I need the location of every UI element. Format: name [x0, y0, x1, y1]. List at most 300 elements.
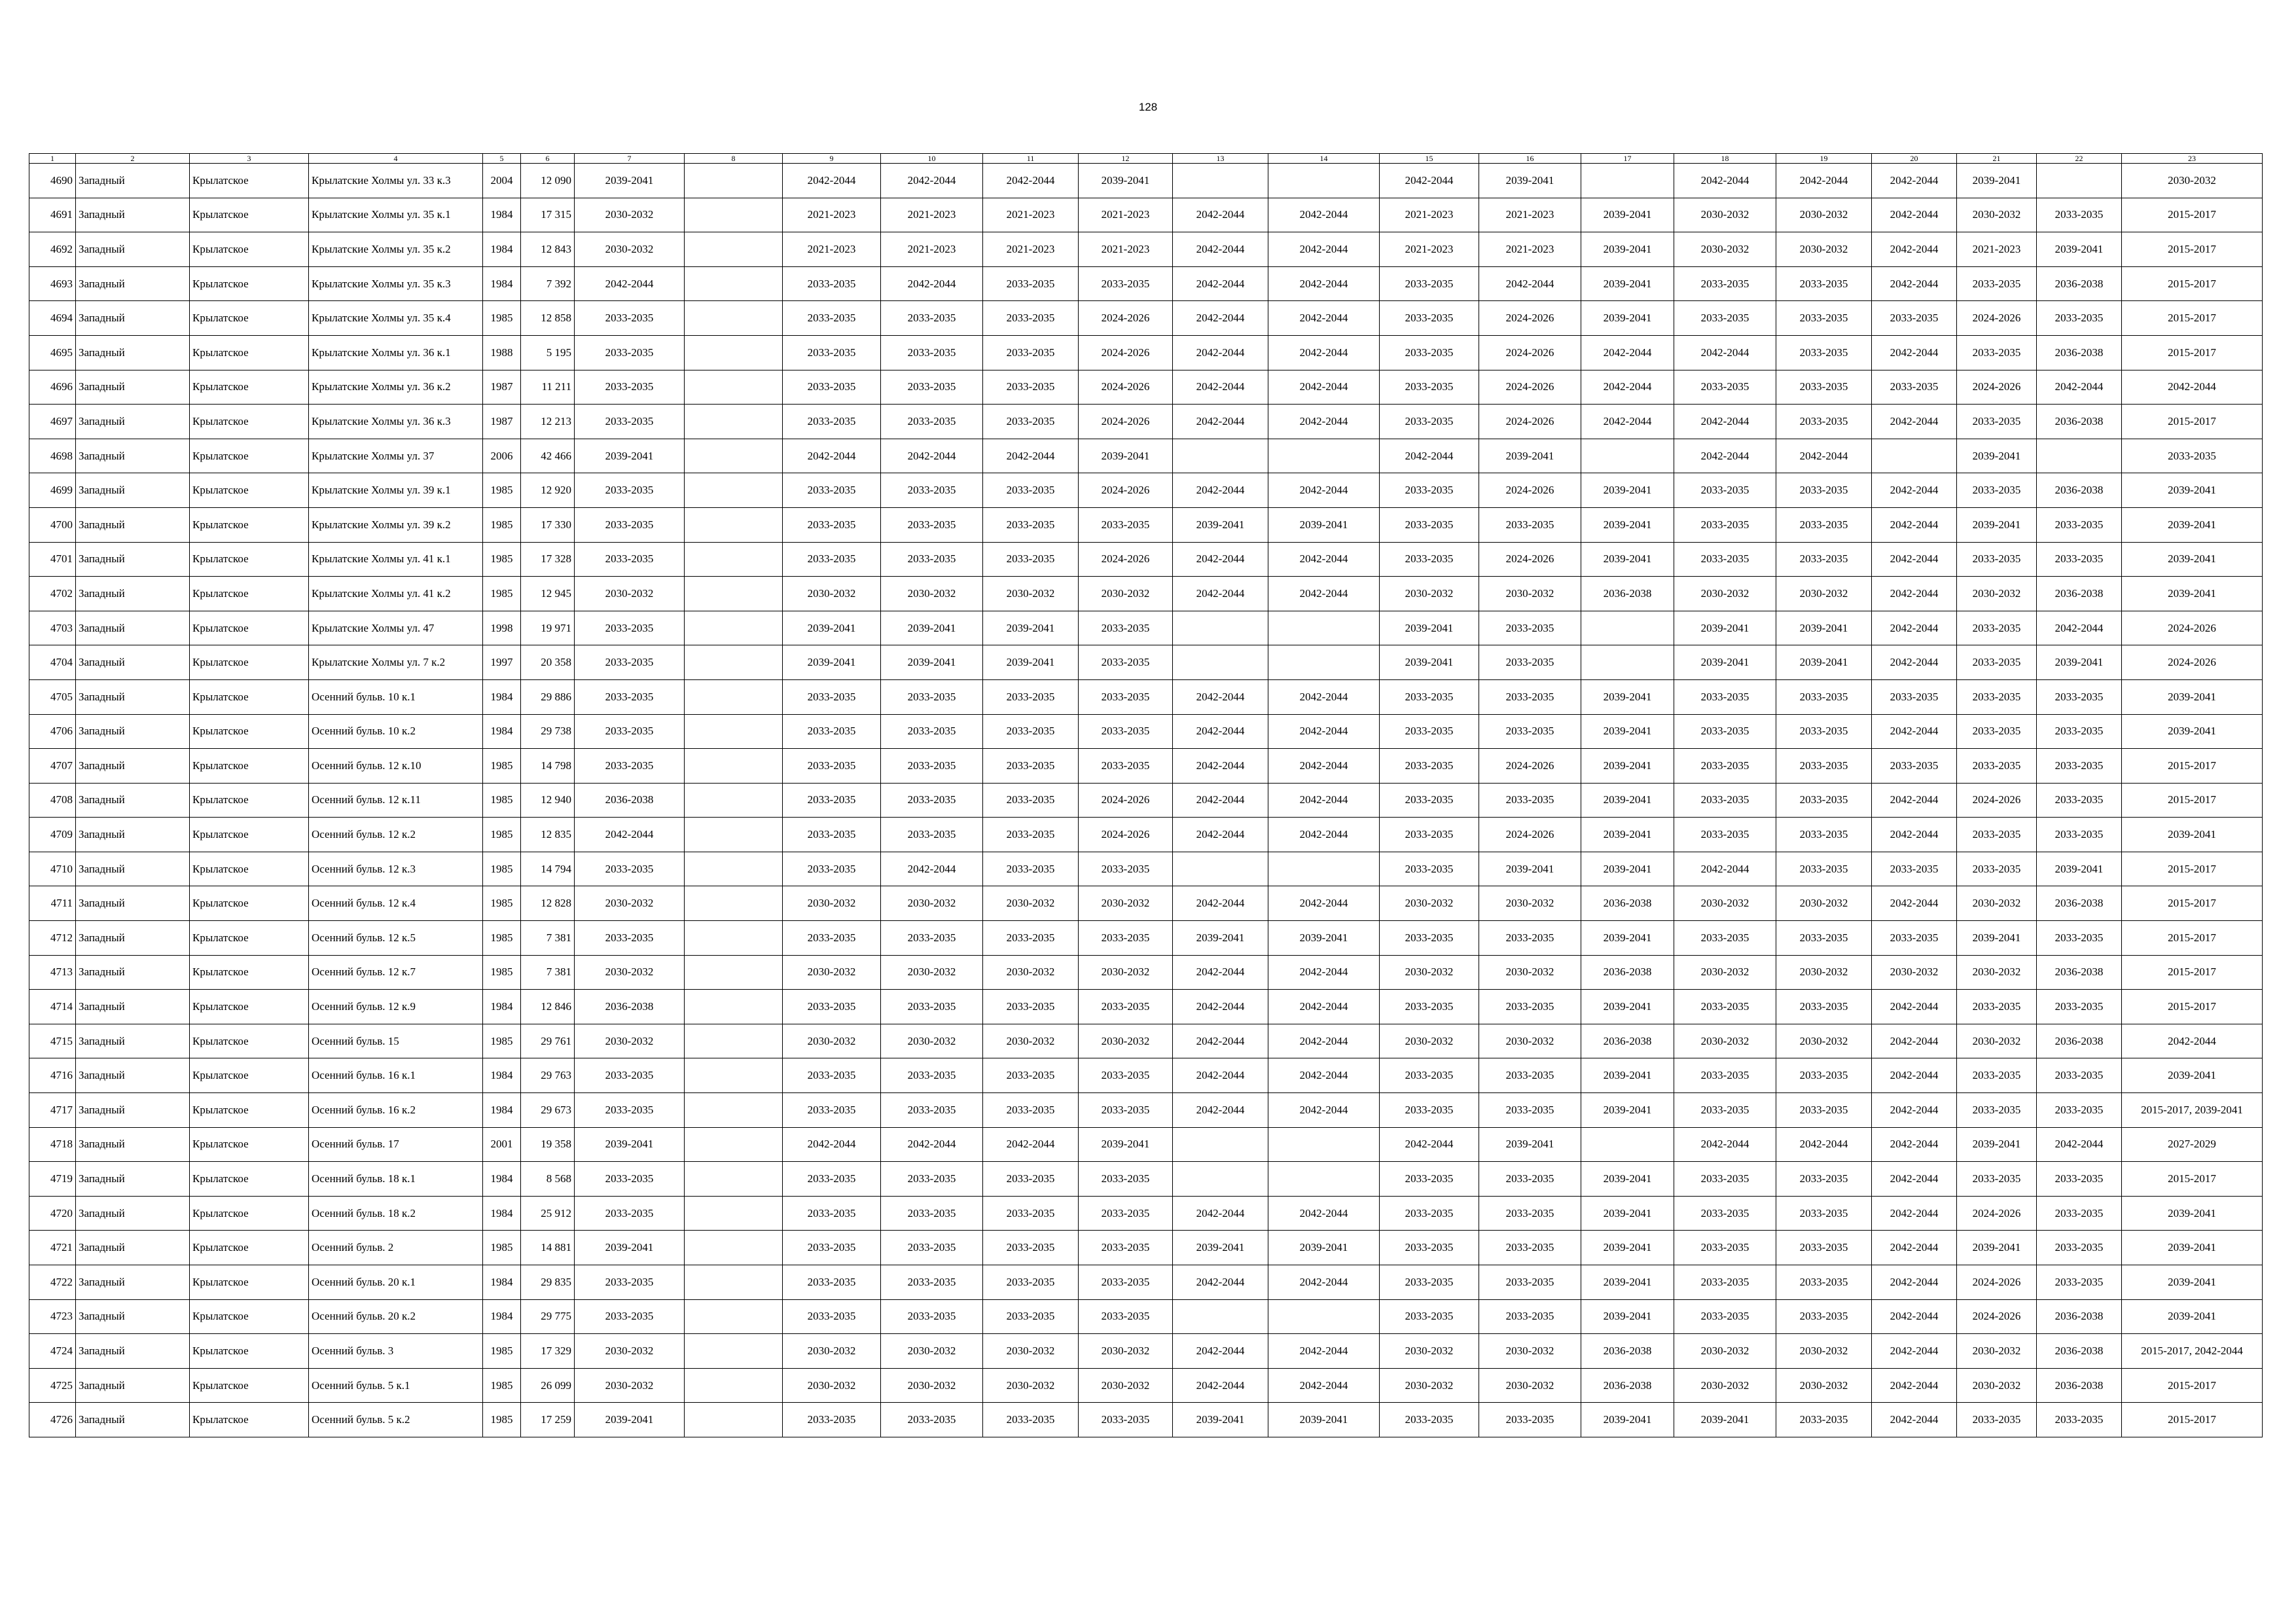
cell-col-13: [1173, 164, 1268, 198]
cell-col-11: 2033-2035: [983, 1265, 1079, 1300]
cell-col-14: 2042-2044: [1268, 990, 1380, 1024]
cell-col-23: 2015-2017: [2122, 990, 2263, 1024]
cell-col-7: 2030-2032: [575, 1368, 685, 1403]
cell-col-2: Западный: [76, 164, 190, 198]
cell-col-16: 2033-2035: [1479, 507, 1581, 542]
column-number-11: 11: [983, 154, 1079, 164]
table-row: [29, 1299, 2263, 1334]
cell-col-12: 2033-2035: [1079, 990, 1173, 1024]
cell-col-4: Осенний бульв. 12 к.7: [309, 955, 483, 990]
cell-col-23: 2015-2017: [2122, 852, 2263, 886]
cell-col-12: 2024-2026: [1079, 783, 1173, 818]
cell-col-12: 2021-2023: [1079, 198, 1173, 232]
cell-col-10: 2021-2023: [881, 198, 983, 232]
cell-col-2: Западный: [76, 1127, 190, 1162]
cell-col-16: 2042-2044: [1479, 266, 1581, 301]
cell-col-18: 2033-2035: [1674, 266, 1776, 301]
cell-col-2: Западный: [76, 335, 190, 370]
cell-col-18: 2033-2035: [1674, 1231, 1776, 1265]
cell-col-1: 4702: [29, 577, 76, 611]
cell-col-22: 2042-2044: [2037, 370, 2122, 405]
cell-col-21: 2030-2032: [1957, 955, 2037, 990]
cell-col-7: 2030-2032: [575, 1334, 685, 1369]
cell-col-11: 2033-2035: [983, 266, 1079, 301]
cell-col-6: 29 886: [521, 679, 575, 714]
cell-col-14: 2042-2044: [1268, 473, 1380, 508]
cell-col-18: 2030-2032: [1674, 1368, 1776, 1403]
cell-col-14: [1268, 1127, 1380, 1162]
cell-col-22: 2033-2035: [2037, 1196, 2122, 1231]
cell-col-5: 1987: [483, 405, 521, 439]
cell-col-8: [685, 818, 783, 852]
table-row: [29, 577, 2263, 611]
cell-col-6: 7 381: [521, 955, 575, 990]
cell-col-23: 2027-2029: [2122, 1127, 2263, 1162]
cell-col-22: 2036-2038: [2037, 266, 2122, 301]
cell-col-14: [1268, 439, 1380, 473]
cell-col-21: 2024-2026: [1957, 301, 2037, 336]
cell-col-1: 4721: [29, 1231, 76, 1265]
cell-col-15: 2030-2032: [1380, 577, 1479, 611]
cell-col-2: Западный: [76, 1093, 190, 1128]
cell-col-13: 2039-2041: [1173, 507, 1268, 542]
cell-col-18: 2030-2032: [1674, 577, 1776, 611]
cell-col-2: Западный: [76, 1024, 190, 1058]
cell-col-10: 2033-2035: [881, 1058, 983, 1093]
cell-col-13: 2042-2044: [1173, 370, 1268, 405]
cell-col-5: 2006: [483, 439, 521, 473]
table-row: [29, 1162, 2263, 1197]
cell-col-6: 12 940: [521, 783, 575, 818]
cell-col-23: 2015-2017: [2122, 886, 2263, 921]
cell-col-2: Западный: [76, 577, 190, 611]
cell-col-1: 4691: [29, 198, 76, 232]
cell-col-1: 4698: [29, 439, 76, 473]
cell-col-9: 2030-2032: [783, 1024, 881, 1058]
cell-col-13: [1173, 1299, 1268, 1334]
cell-col-22: [2037, 439, 2122, 473]
cell-col-23: 2039-2041: [2122, 818, 2263, 852]
cell-col-4: Осенний бульв. 12 к.9: [309, 990, 483, 1024]
cell-col-9: 2039-2041: [783, 645, 881, 680]
cell-col-13: 2042-2044: [1173, 542, 1268, 577]
cell-col-9: 2033-2035: [783, 1058, 881, 1093]
cell-col-14: 2039-2041: [1268, 1403, 1380, 1437]
cell-col-8: [685, 335, 783, 370]
column-number-15: 15: [1380, 154, 1479, 164]
cell-col-17: [1581, 611, 1674, 645]
cell-col-21: 2039-2041: [1957, 1231, 2037, 1265]
cell-col-20: [1872, 439, 1957, 473]
table-row: [29, 679, 2263, 714]
table-row: [29, 1403, 2263, 1437]
cell-col-5: 2004: [483, 164, 521, 198]
cell-col-13: 2042-2044: [1173, 990, 1268, 1024]
cell-col-19: 2033-2035: [1776, 818, 1872, 852]
cell-col-4: Осенний бульв. 10 к.1: [309, 679, 483, 714]
cell-col-3: Крылатское: [190, 507, 309, 542]
column-number-row: [29, 154, 2263, 164]
cell-col-10: 2033-2035: [881, 921, 983, 956]
cell-col-22: 2033-2035: [2037, 1058, 2122, 1093]
cell-col-18: 2033-2035: [1674, 507, 1776, 542]
cell-col-3: Крылатское: [190, 473, 309, 508]
cell-col-18: 2033-2035: [1674, 749, 1776, 784]
cell-col-6: 19 971: [521, 611, 575, 645]
cell-col-8: [685, 1265, 783, 1300]
cell-col-20: 2042-2044: [1872, 164, 1957, 198]
cell-col-16: 2030-2032: [1479, 577, 1581, 611]
cell-col-23: 2039-2041: [2122, 714, 2263, 749]
table-row: [29, 1334, 2263, 1369]
cell-col-10: 2033-2035: [881, 818, 983, 852]
cell-col-4: Осенний бульв. 16 к.2: [309, 1093, 483, 1128]
cell-col-7: 2033-2035: [575, 1265, 685, 1300]
cell-col-2: Западный: [76, 1231, 190, 1265]
cell-col-18: 2033-2035: [1674, 679, 1776, 714]
cell-col-8: [685, 611, 783, 645]
cell-col-23: 2015-2017: [2122, 266, 2263, 301]
cell-col-20: 2042-2044: [1872, 1162, 1957, 1197]
cell-col-19: 2033-2035: [1776, 852, 1872, 886]
table-row: [29, 164, 2263, 198]
cell-col-2: Западный: [76, 507, 190, 542]
cell-col-17: [1581, 164, 1674, 198]
cell-col-5: 1984: [483, 1299, 521, 1334]
cell-col-7: 2030-2032: [575, 232, 685, 267]
cell-col-23: 2015-2017: [2122, 749, 2263, 784]
cell-col-22: 2033-2035: [2037, 679, 2122, 714]
cell-col-17: [1581, 439, 1674, 473]
cell-col-4: Крылатские Холмы ул. 39 к.1: [309, 473, 483, 508]
cell-col-11: 2033-2035: [983, 301, 1079, 336]
table-row: [29, 714, 2263, 749]
cell-col-9: 2033-2035: [783, 818, 881, 852]
cell-col-17: 2039-2041: [1581, 232, 1674, 267]
cell-col-6: 29 761: [521, 1024, 575, 1058]
cell-col-2: Западный: [76, 301, 190, 336]
cell-col-9: 2033-2035: [783, 1231, 881, 1265]
cell-col-21: 2033-2035: [1957, 1162, 2037, 1197]
cell-col-16: 2021-2023: [1479, 198, 1581, 232]
cell-col-19: 2030-2032: [1776, 1334, 1872, 1369]
column-number-7: 7: [575, 154, 685, 164]
cell-col-23: 2030-2032: [2122, 164, 2263, 198]
cell-col-5: 1985: [483, 818, 521, 852]
cell-col-23: 2024-2026: [2122, 645, 2263, 680]
cell-col-2: Западный: [76, 1058, 190, 1093]
cell-col-20: 2042-2044: [1872, 507, 1957, 542]
cell-col-7: 2030-2032: [575, 198, 685, 232]
cell-col-8: [685, 405, 783, 439]
cell-col-20: 2042-2044: [1872, 1265, 1957, 1300]
cell-col-8: [685, 542, 783, 577]
cell-col-9: 2030-2032: [783, 1334, 881, 1369]
cell-col-8: [685, 679, 783, 714]
cell-col-1: 4699: [29, 473, 76, 508]
cell-col-21: 2030-2032: [1957, 577, 2037, 611]
cell-col-8: [685, 714, 783, 749]
column-number-23: 23: [2122, 154, 2263, 164]
cell-col-11: 2033-2035: [983, 370, 1079, 405]
cell-col-13: 2042-2044: [1173, 1196, 1268, 1231]
cell-col-16: 2033-2035: [1479, 1058, 1581, 1093]
cell-col-7: 2036-2038: [575, 990, 685, 1024]
cell-col-13: 2042-2044: [1173, 1024, 1268, 1058]
cell-col-8: [685, 473, 783, 508]
cell-col-14: 2042-2044: [1268, 783, 1380, 818]
cell-col-8: [685, 645, 783, 680]
cell-col-4: Крылатские Холмы ул. 7 к.2: [309, 645, 483, 680]
cell-col-7: 2030-2032: [575, 1024, 685, 1058]
cell-col-5: 1984: [483, 1196, 521, 1231]
cell-col-15: 2033-2035: [1380, 542, 1479, 577]
cell-col-22: 2036-2038: [2037, 335, 2122, 370]
cell-col-19: 2033-2035: [1776, 921, 1872, 956]
cell-col-7: 2033-2035: [575, 921, 685, 956]
column-number-22: 22: [2037, 154, 2122, 164]
cell-col-16: 2030-2032: [1479, 955, 1581, 990]
cell-col-22: 2036-2038: [2037, 473, 2122, 508]
cell-col-4: Крылатские Холмы ул. 41 к.1: [309, 542, 483, 577]
cell-col-17: 2039-2041: [1581, 679, 1674, 714]
cell-col-12: 2024-2026: [1079, 301, 1173, 336]
cell-col-6: 20 358: [521, 645, 575, 680]
cell-col-20: 2033-2035: [1872, 749, 1957, 784]
cell-col-15: 2042-2044: [1380, 164, 1479, 198]
cell-col-17: 2036-2038: [1581, 886, 1674, 921]
cell-col-6: 8 568: [521, 1162, 575, 1197]
cell-col-20: 2042-2044: [1872, 405, 1957, 439]
cell-col-17: [1581, 645, 1674, 680]
cell-col-23: 2039-2041: [2122, 1196, 2263, 1231]
cell-col-12: 2024-2026: [1079, 542, 1173, 577]
cell-col-1: 4715: [29, 1024, 76, 1058]
cell-col-19: 2042-2044: [1776, 439, 1872, 473]
cell-col-7: 2039-2041: [575, 164, 685, 198]
cell-col-10: 2033-2035: [881, 1196, 983, 1231]
cell-col-23: 2015-2017: [2122, 783, 2263, 818]
cell-col-13: [1173, 645, 1268, 680]
cell-col-10: 2033-2035: [881, 679, 983, 714]
column-number-2: 2: [76, 154, 190, 164]
table-row: [29, 955, 2263, 990]
cell-col-5: 2001: [483, 1127, 521, 1162]
cell-col-2: Западный: [76, 1403, 190, 1437]
cell-col-1: 4713: [29, 955, 76, 990]
cell-col-21: 2024-2026: [1957, 1299, 2037, 1334]
cell-col-9: 2033-2035: [783, 852, 881, 886]
cell-col-17: 2039-2041: [1581, 818, 1674, 852]
cell-col-7: 2039-2041: [575, 439, 685, 473]
cell-col-16: 2039-2041: [1479, 164, 1581, 198]
table-body: [29, 164, 2263, 1437]
cell-col-12: 2033-2035: [1079, 507, 1173, 542]
cell-col-7: 2033-2035: [575, 714, 685, 749]
cell-col-18: 2033-2035: [1674, 1196, 1776, 1231]
page-number: 128: [1138, 101, 1158, 113]
cell-col-15: 2033-2035: [1380, 473, 1479, 508]
cell-col-23: 2015-2017: [2122, 1403, 2263, 1437]
cell-col-14: 2042-2044: [1268, 266, 1380, 301]
cell-col-1: 4696: [29, 370, 76, 405]
cell-col-8: [685, 577, 783, 611]
cell-col-1: 4716: [29, 1058, 76, 1093]
cell-col-11: 2033-2035: [983, 473, 1079, 508]
cell-col-23: 2015-2017: [2122, 955, 2263, 990]
cell-col-7: 2033-2035: [575, 542, 685, 577]
cell-col-10: 2033-2035: [881, 1093, 983, 1128]
cell-col-12: 2033-2035: [1079, 714, 1173, 749]
cell-col-3: Крылатское: [190, 1024, 309, 1058]
cell-col-6: 17 330: [521, 507, 575, 542]
cell-col-17: 2036-2038: [1581, 577, 1674, 611]
cell-col-12: 2033-2035: [1079, 1162, 1173, 1197]
cell-col-1: 4694: [29, 301, 76, 336]
cell-col-2: Западный: [76, 1162, 190, 1197]
cell-col-5: 1984: [483, 679, 521, 714]
cell-col-3: Крылатское: [190, 1162, 309, 1197]
cell-col-22: 2033-2035: [2037, 507, 2122, 542]
cell-col-5: 1998: [483, 611, 521, 645]
cell-col-15: 2033-2035: [1380, 1265, 1479, 1300]
cell-col-9: 2033-2035: [783, 921, 881, 956]
cell-col-14: [1268, 1299, 1380, 1334]
table-row: [29, 232, 2263, 267]
cell-col-14: 2042-2044: [1268, 301, 1380, 336]
cell-col-19: 2039-2041: [1776, 611, 1872, 645]
cell-col-18: 2030-2032: [1674, 955, 1776, 990]
cell-col-15: 2033-2035: [1380, 1196, 1479, 1231]
cell-col-16: 2033-2035: [1479, 921, 1581, 956]
cell-col-9: 2030-2032: [783, 955, 881, 990]
cell-col-9: 2033-2035: [783, 990, 881, 1024]
cell-col-16: 2033-2035: [1479, 1265, 1581, 1300]
cell-col-18: 2030-2032: [1674, 1334, 1776, 1369]
cell-col-9: 2033-2035: [783, 266, 881, 301]
cell-col-21: 2033-2035: [1957, 714, 2037, 749]
cell-col-2: Западный: [76, 645, 190, 680]
cell-col-5: 1987: [483, 370, 521, 405]
cell-col-5: 1985: [483, 921, 521, 956]
cell-col-11: 2033-2035: [983, 783, 1079, 818]
cell-col-8: [685, 1162, 783, 1197]
cell-col-12: 2033-2035: [1079, 1403, 1173, 1437]
cell-col-11: 2033-2035: [983, 507, 1079, 542]
cell-col-12: 2024-2026: [1079, 818, 1173, 852]
cell-col-23: 2042-2044: [2122, 1024, 2263, 1058]
cell-col-16: 2033-2035: [1479, 1299, 1581, 1334]
cell-col-19: 2033-2035: [1776, 1299, 1872, 1334]
cell-col-14: 2042-2044: [1268, 1196, 1380, 1231]
cell-col-16: 2024-2026: [1479, 542, 1581, 577]
cell-col-9: 2033-2035: [783, 1196, 881, 1231]
cell-col-9: 2033-2035: [783, 370, 881, 405]
cell-col-20: 2042-2044: [1872, 266, 1957, 301]
cell-col-8: [685, 1368, 783, 1403]
cell-col-2: Западный: [76, 1196, 190, 1231]
table-row: [29, 1058, 2263, 1093]
cell-col-6: 14 881: [521, 1231, 575, 1265]
cell-col-18: 2039-2041: [1674, 645, 1776, 680]
cell-col-23: 2015-2017: [2122, 405, 2263, 439]
cell-col-7: 2042-2044: [575, 266, 685, 301]
cell-col-5: 1984: [483, 1093, 521, 1128]
column-number-20: 20: [1872, 154, 1957, 164]
table-row: [29, 818, 2263, 852]
cell-col-11: 2033-2035: [983, 542, 1079, 577]
cell-col-9: 2033-2035: [783, 507, 881, 542]
cell-col-11: 2033-2035: [983, 818, 1079, 852]
cell-col-19: 2030-2032: [1776, 232, 1872, 267]
cell-col-7: 2033-2035: [575, 1299, 685, 1334]
cell-col-2: Западный: [76, 714, 190, 749]
cell-col-7: 2033-2035: [575, 1058, 685, 1093]
cell-col-5: 1985: [483, 1024, 521, 1058]
cell-col-9: 2033-2035: [783, 1093, 881, 1128]
cell-col-6: 11 211: [521, 370, 575, 405]
cell-col-20: 2042-2044: [1872, 990, 1957, 1024]
cell-col-21: 2039-2041: [1957, 507, 2037, 542]
cell-col-22: 2036-2038: [2037, 1299, 2122, 1334]
cell-col-18: 2039-2041: [1674, 1403, 1776, 1437]
cell-col-14: 2042-2044: [1268, 749, 1380, 784]
cell-col-13: 2042-2044: [1173, 1093, 1268, 1128]
cell-col-4: Крылатские Холмы ул. 35 к.4: [309, 301, 483, 336]
cell-col-12: 2024-2026: [1079, 370, 1173, 405]
cell-col-1: 4704: [29, 645, 76, 680]
cell-col-21: 2024-2026: [1957, 1265, 2037, 1300]
cell-col-10: 2033-2035: [881, 405, 983, 439]
cell-col-15: 2030-2032: [1380, 1334, 1479, 1369]
cell-col-14: 2042-2044: [1268, 232, 1380, 267]
cell-col-3: Крылатское: [190, 1265, 309, 1300]
cell-col-22: 2033-2035: [2037, 1265, 2122, 1300]
cell-col-21: 2033-2035: [1957, 818, 2037, 852]
cell-col-5: 1985: [483, 783, 521, 818]
cell-col-21: 2033-2035: [1957, 749, 2037, 784]
cell-col-18: 2030-2032: [1674, 198, 1776, 232]
cell-col-17: 2039-2041: [1581, 1196, 1674, 1231]
cell-col-5: 1997: [483, 645, 521, 680]
cell-col-15: 2033-2035: [1380, 749, 1479, 784]
cell-col-4: Осенний бульв. 12 к.2: [309, 818, 483, 852]
cell-col-17: 2039-2041: [1581, 783, 1674, 818]
cell-col-7: 2033-2035: [575, 335, 685, 370]
cell-col-20: 2042-2044: [1872, 1058, 1957, 1093]
cell-col-22: 2033-2035: [2037, 198, 2122, 232]
cell-col-9: 2033-2035: [783, 1162, 881, 1197]
cell-col-9: 2033-2035: [783, 301, 881, 336]
cell-col-1: 4722: [29, 1265, 76, 1300]
table-row: [29, 405, 2263, 439]
cell-col-20: 2042-2044: [1872, 818, 1957, 852]
cell-col-16: 2030-2032: [1479, 1334, 1581, 1369]
table-row: [29, 439, 2263, 473]
cell-col-16: 2033-2035: [1479, 1093, 1581, 1128]
table-row: [29, 370, 2263, 405]
table-row: [29, 1265, 2263, 1300]
cell-col-5: 1985: [483, 507, 521, 542]
cell-col-23: 2039-2041: [2122, 1299, 2263, 1334]
column-number-18: 18: [1674, 154, 1776, 164]
cell-col-3: Крылатское: [190, 749, 309, 784]
cell-col-5: 1988: [483, 335, 521, 370]
cell-col-20: 2042-2044: [1872, 1334, 1957, 1369]
cell-col-8: [685, 266, 783, 301]
cell-col-8: [685, 1231, 783, 1265]
cell-col-19: 2033-2035: [1776, 1231, 1872, 1265]
